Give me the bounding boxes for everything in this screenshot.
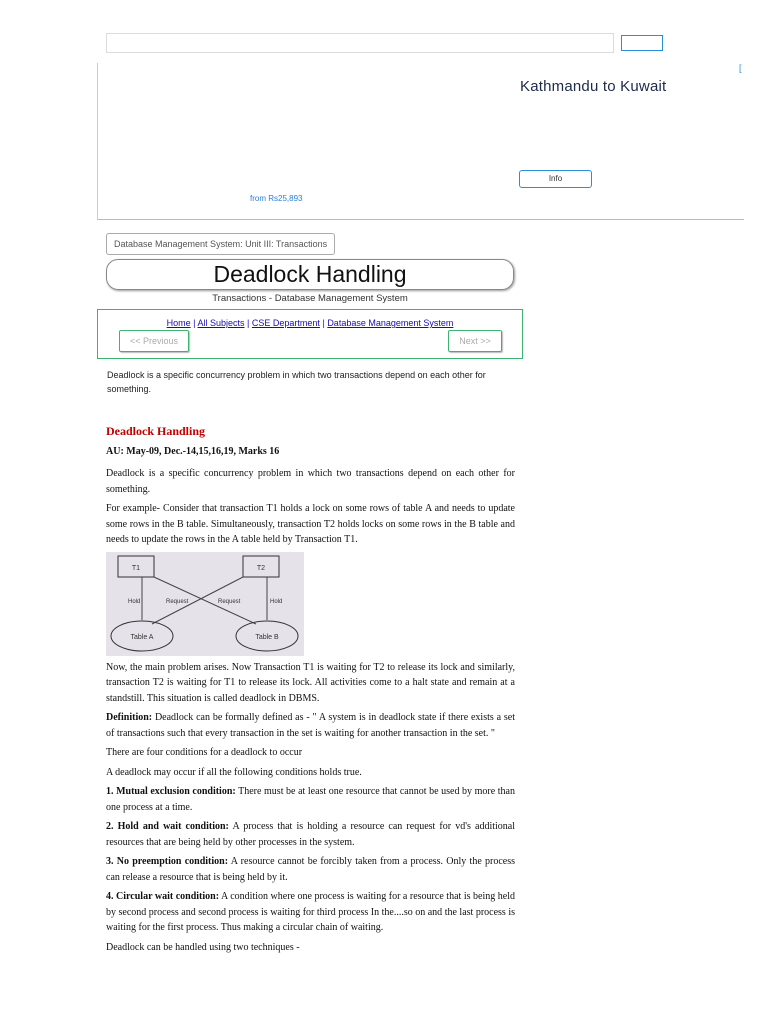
- search-button[interactable]: [621, 35, 663, 51]
- ad-title[interactable]: Kathmandu to Kuwait: [520, 78, 667, 95]
- nav-separator: |: [322, 318, 325, 328]
- nav-separator: |: [247, 318, 250, 328]
- condition-text: A process that is holding a resource can request for vd's additional resources that are being held by other processes in the system.: [106, 821, 515, 848]
- nav-link-home[interactable]: Home: [166, 318, 191, 328]
- navigation-box: [97, 309, 523, 359]
- breadcrumb[interactable]: Database Management System: Unit III: Transactions: [106, 233, 335, 255]
- intro-text: Deadlock is a specific concurrency problem in which two transactions depend on each other for something.: [107, 370, 486, 394]
- definition-text: Deadlock can be formally defined as - " A system is in deadlock state if there exists a set of transactions such that every transaction in the set is waiting for another transaction in the set. ": [106, 712, 515, 739]
- paragraph-example: For example- Consider that transaction T1 holds a lock on some rows of table A and needs to update some rows in the B table. Simultaneously, transaction T2 holds locks on some rows in the B table and needs to update the rows in the A table held by Transaction T1.: [106, 503, 515, 545]
- nav-link-dbms[interactable]: Database Management System: [327, 318, 454, 328]
- request-label-left: Request: [166, 598, 189, 605]
- paragraph-conditions-hold: A deadlock may occur if all the following conditions holds true.: [106, 766, 362, 778]
- request-label-right: Request: [218, 598, 241, 605]
- paragraph-definition-intro: Deadlock is a specific concurrency problem in which two transactions depend on each other for something.: [106, 468, 515, 495]
- article-body: [106, 424, 515, 959]
- page-title: Deadlock Handling: [213, 261, 407, 287]
- table-a-label: Table A: [130, 633, 154, 641]
- condition-label: 2. Hold and wait condition:: [106, 821, 229, 832]
- paragraph-formal-definition: [106, 710, 515, 741]
- ad-price[interactable]: from Rs25,893: [250, 194, 303, 203]
- definition-label: Definition:: [106, 712, 153, 723]
- article-heading: Deadlock Handling: [106, 424, 206, 438]
- previous-button[interactable]: << Previous: [119, 330, 189, 352]
- condition-circular-wait: [106, 889, 515, 936]
- page-title-box: [106, 259, 514, 290]
- ad-info-button[interactable]: Info: [519, 170, 592, 188]
- nav-links: [98, 318, 522, 328]
- condition-hold-and-wait: [106, 819, 515, 850]
- paragraph-problem: Now, the main problem arises. Now Transaction T1 is waiting for T2 to release its lock and similarly, transaction T2 is waiting for T1 to release its lock. All activities come to a halt state and remain at a standstill. This situation is called deadlock in DBMS.: [106, 661, 515, 704]
- exam-reference: AU: May-09, Dec.-14,15,16,19, Marks 16: [106, 445, 280, 457]
- condition-label: 4. Circular wait condition:: [106, 891, 220, 902]
- nav-link-all-subjects[interactable]: All Subjects: [197, 318, 245, 328]
- page-subtitle: Transactions - Database Management System: [212, 293, 408, 304]
- condition-mutual-exclusion: [106, 784, 515, 815]
- ad-choices-icon[interactable]: [: [739, 63, 742, 73]
- t1-label: T1: [131, 564, 141, 572]
- hold-label-right: Hold: [270, 598, 283, 605]
- nav-separator: |: [193, 318, 196, 328]
- paragraph-techniques: Deadlock can be handled using two techniques -: [106, 941, 300, 953]
- nav-link-cse-department[interactable]: CSE Department: [251, 318, 320, 328]
- condition-text: A condition where one process is waiting for a resource that is being held by second process and second process is waiting for third process In the....so on and the last process is waiting for the first process. Thus making a circular chain of waiting.: [106, 891, 515, 933]
- condition-label: 3. No preemption condition:: [106, 856, 229, 867]
- next-button[interactable]: Next >>: [448, 330, 502, 352]
- condition-no-preemption: [106, 854, 515, 885]
- search-input[interactable]: [106, 33, 614, 53]
- paragraph-conditions-intro: There are four conditions for a deadlock to occur: [106, 747, 303, 758]
- t2-label: T2: [256, 564, 266, 572]
- condition-text: A resource cannot be forcibly taken from a process. Only the process can release a resource that is being held by it.: [106, 856, 515, 883]
- table-b-label: Table B: [255, 633, 279, 641]
- deadlock-diagram: [106, 552, 304, 656]
- condition-label: 1. Mutual exclusion condition:: [106, 786, 236, 797]
- hold-label-left: Hold: [128, 598, 141, 605]
- condition-text: There must be at least one resource that cannot be used by more than one process at a time.: [106, 786, 515, 813]
- advertisement-banner[interactable]: [97, 63, 744, 220]
